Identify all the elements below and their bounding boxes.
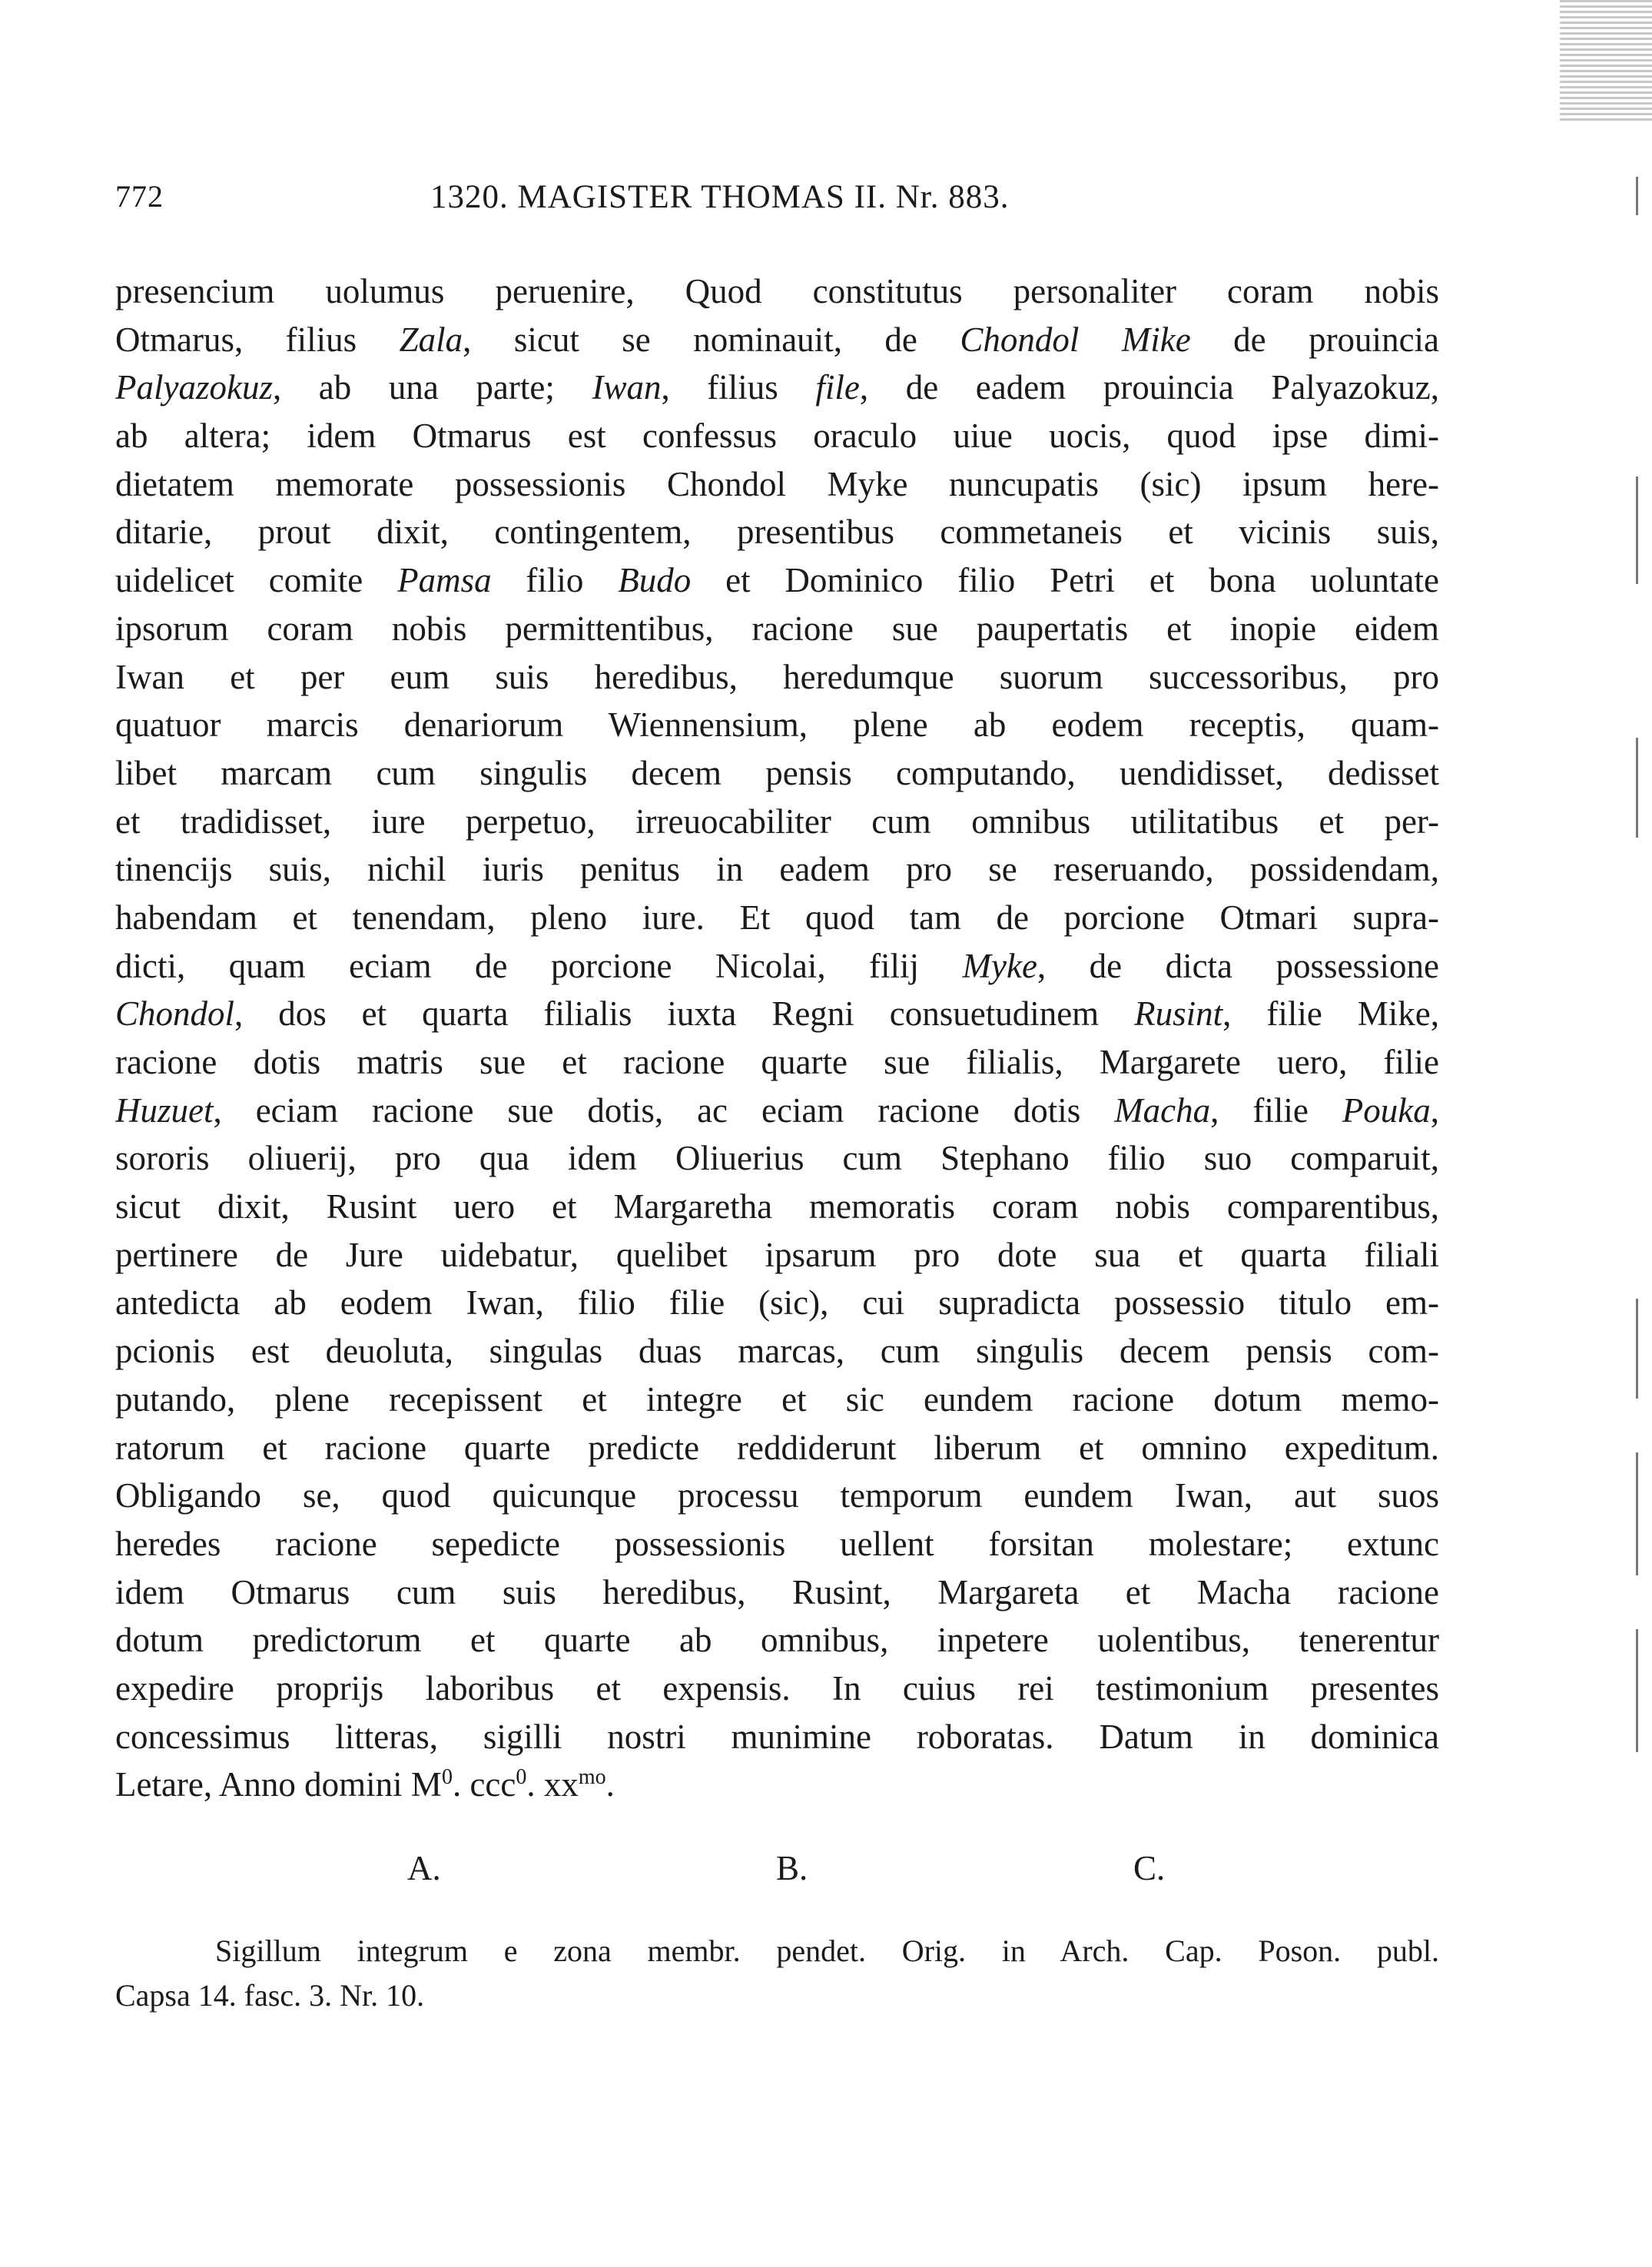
text-segment: quatuor marcis denariorum Wiennensium, plene ab eodem receptis, quam- <box>115 705 1439 745</box>
text-segment: expedire proprijs laboribus et expensis. In cuius rei testimonium presentes <box>115 1668 1439 1708</box>
italic-name: Iwan <box>592 368 662 407</box>
text-segment: , de dicta possessione <box>1037 946 1439 985</box>
superscript: 0 <box>516 1765 527 1790</box>
italic-name: o <box>348 1621 366 1660</box>
running-title: 1320. MAGISTER THOMAS II. Nr. 883. <box>430 179 1010 215</box>
witness-letter-c: C. <box>1133 1849 1166 1887</box>
page-edge-mark <box>1636 476 1638 584</box>
text-segment: Letare, Anno domini M <box>115 1765 442 1804</box>
italic-name: file <box>815 368 860 407</box>
page-edge-mark <box>1636 1452 1638 1575</box>
text-segment: pertinere de Jure uidebatur, quelibet ipsarum pro dote sua et quarta filiali <box>115 1235 1439 1274</box>
text-line <box>115 1279 1439 1327</box>
text-segment: sororis oliuerij, pro qua idem Oliuerius cum Stephano filio suo comparuit, <box>115 1139 1439 1178</box>
italic-name: Chondol <box>115 994 235 1034</box>
text-line <box>115 508 1439 556</box>
italic-name: Pouka <box>1342 1090 1431 1130</box>
text-line <box>115 749 1439 798</box>
text-segment: . <box>605 1765 615 1804</box>
text-segment: et Dominico filio Petri et bona uoluntate <box>691 561 1439 600</box>
text-segment: , filie <box>1210 1090 1342 1130</box>
italic-name: Huzuet <box>115 1090 214 1130</box>
text-line <box>115 1327 1439 1376</box>
text-line <box>115 1520 1439 1568</box>
text-line <box>115 1424 1439 1472</box>
superscript: mo <box>578 1765 606 1790</box>
text-line <box>115 412 1439 460</box>
text-line <box>115 1038 1439 1087</box>
italic-name: Myke <box>962 946 1037 985</box>
text-segment: racione dotis matris sue et racione quarte sue filialis, Margarete uero, filie <box>115 1043 1439 1081</box>
text-segment: dicti, quam eciam de porcione Nicolai, filij <box>115 946 963 985</box>
text-line <box>115 1761 1439 1809</box>
text-segment: de prouincia <box>1190 320 1439 359</box>
page-edge-mark <box>1636 1629 1638 1752</box>
witness-letter-b: B. <box>776 1849 808 1887</box>
superscript: 0 <box>441 1765 453 1790</box>
text-line <box>115 1665 1439 1713</box>
text-line <box>115 894 1439 942</box>
text-line <box>115 845 1439 894</box>
text-segment: presencium uolumus peruenire, Quod constitutus personaliter coram nobis <box>115 272 1439 310</box>
italic-name: Chondol Mike <box>960 320 1191 359</box>
text-line <box>115 1472 1439 1520</box>
text-line <box>115 1087 1439 1135</box>
text-segment: , de eadem prouincia Palyazokuz, <box>859 368 1439 407</box>
text-segment: . ccc <box>452 1765 516 1804</box>
text-segment: , <box>1430 1090 1439 1130</box>
text-line <box>115 1713 1439 1761</box>
text-segment: rum et quarte ab omnibus, inpetere uolentibus, tenerentur <box>366 1621 1439 1660</box>
text-segment: habendam et tenendam, pleno iure. Et quod tam de porcione Otmari supra- <box>115 898 1439 937</box>
page-edge-mark <box>1636 1299 1638 1399</box>
text-segment: , sicut se nominauit, de <box>463 320 960 359</box>
page-edge-scan-artifact <box>1560 0 1652 123</box>
text-line <box>115 1616 1439 1665</box>
text-segment: filio <box>491 561 619 600</box>
charter-text <box>115 267 1439 1809</box>
text-line <box>115 460 1439 509</box>
text-line <box>115 1231 1439 1280</box>
text-line <box>115 363 1439 412</box>
source-note <box>115 1929 1439 2018</box>
text-line <box>115 1134 1439 1183</box>
italic-name: Palyazokuz <box>115 368 273 407</box>
text-line <box>115 1376 1439 1424</box>
text-segment: Obligando se, quod quicunque processu temporum eundem Iwan, aut suos <box>115 1476 1439 1515</box>
text-segment: antedicta ab eodem Iwan, filio filie (sic), cui supradicta possessio titulo em- <box>115 1283 1439 1323</box>
witness-letter-a: A. <box>407 1849 441 1887</box>
italic-name: Pamsa <box>397 561 492 600</box>
text-segment: , filius <box>661 368 816 407</box>
text-segment: putando, plene recepissent et integre et sic eundem racione dotum memo- <box>115 1379 1439 1419</box>
running-header <box>115 178 1464 232</box>
text-segment: , filie Mike, <box>1222 994 1439 1034</box>
text-segment: Iwan et per eum suis heredibus, heredumque suorum successoribus, pro <box>115 657 1439 696</box>
italic-name: Zala <box>399 320 463 359</box>
text-line <box>115 653 1439 702</box>
italic-name: Budo <box>618 561 692 600</box>
text-line <box>115 942 1439 991</box>
page-edge-mark <box>1636 177 1638 215</box>
text-segment: rat <box>115 1428 152 1467</box>
italic-name: Macha <box>1114 1090 1211 1130</box>
text-segment: idem Otmarus cum suis heredibus, Rusint, Margareta et Macha racione <box>115 1572 1439 1611</box>
page-number: 772 <box>115 179 164 214</box>
text-line <box>115 1183 1439 1231</box>
text-segment: dotum predict <box>115 1621 349 1660</box>
text-segment: ipsorum coram nobis permittentibus, racione sue paupertatis et inopie eidem <box>115 609 1439 648</box>
text-segment: , ab una parte; <box>272 368 592 407</box>
text-segment: . xx <box>526 1765 579 1804</box>
text-segment: tinencijs suis, nichil iuris penitus in eadem pro se reseruando, possidendam, <box>115 850 1439 889</box>
italic-name: o <box>151 1428 169 1467</box>
text-segment: Otmarus, filius <box>115 320 400 359</box>
text-segment: et tradidisset, iure perpetuo, irreuocabiliter cum omnibus utilitatibus et per- <box>115 802 1439 841</box>
text-line <box>115 267 1439 316</box>
page-edge-mark <box>1636 738 1638 838</box>
text-segment: uidelicet comite <box>115 561 398 600</box>
text-line <box>115 990 1439 1038</box>
text-segment: ab altera; idem Otmarus est confessus oraculo uiue uocis, quod ipse dimi- <box>115 417 1439 456</box>
text-segment: dietatem memorate possessionis Chondol Myke nuncupatis (sic) ipsum here- <box>115 464 1439 503</box>
text-segment: sicut dixit, Rusint uero et Margaretha memoratis coram nobis comparentibus, <box>115 1187 1439 1226</box>
source-note-line: Sigillum integrum e zona membr. pendet. Orig. in Arch. Cap. Poson. publ. <box>215 1933 1439 1968</box>
text-segment: ditarie, prout dixit, contingentem, presentibus commetaneis et vicinis suis, <box>115 513 1439 552</box>
text-line <box>115 701 1439 749</box>
text-line <box>115 316 1439 364</box>
source-note-line: Capsa 14. fasc. 3. Nr. 10. <box>115 1978 425 2013</box>
text-line <box>115 798 1439 846</box>
text-segment: concessimus litteras, sigilli nostri munimine roboratas. Datum in dominica <box>115 1717 1439 1756</box>
witness-letters <box>115 1848 1439 1902</box>
text-line <box>115 605 1439 653</box>
text-segment: , dos et quarta filialis iuxta Regni consuetudinem <box>234 994 1135 1034</box>
text-segment: , eciam racione sue dotis, ac eciam racione dotis <box>213 1090 1115 1130</box>
italic-name: Rusint <box>1134 994 1223 1034</box>
text-segment: rum et racione quarte predicte reddiderunt liberum et omnino expeditum. <box>168 1428 1439 1467</box>
text-segment: heredes racione sepedicte possessionis uellent forsitan molestare; extunc <box>115 1524 1439 1563</box>
text-segment: libet marcam cum singulis decem pensis computando, uendidisset, dedisset <box>115 753 1439 792</box>
text-line <box>115 1568 1439 1617</box>
text-line <box>115 556 1439 605</box>
text-segment: pcionis est deuoluta, singulas duas marcas, cum singulis decem pensis com- <box>115 1332 1439 1371</box>
